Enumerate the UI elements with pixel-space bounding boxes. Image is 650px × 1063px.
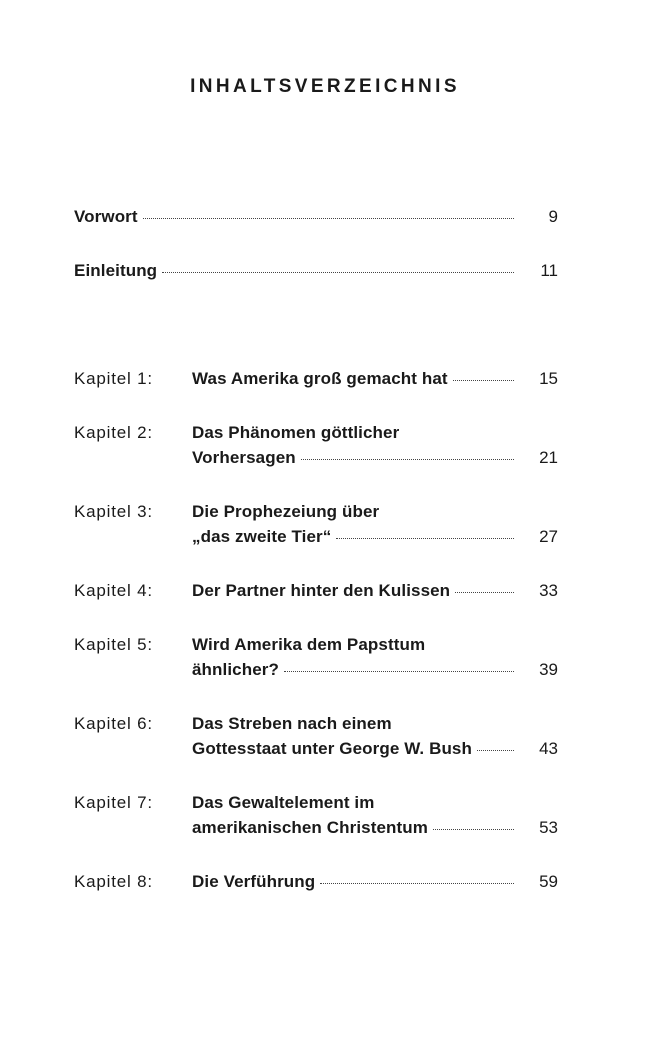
page-number: 15 <box>539 369 558 388</box>
chapter-label: Kapitel 7: <box>74 793 153 812</box>
page-number: 53 <box>539 818 558 837</box>
chapter-title-line-2: Vorhersagen <box>192 448 296 467</box>
page-number: 9 <box>548 207 558 226</box>
toc-entry-chapter-5[interactable] <box>74 632 558 682</box>
dot-leader <box>162 271 514 273</box>
dot-leader <box>301 458 514 460</box>
chapter-title-line-1: Wird Amerika dem Papsttum <box>192 635 426 654</box>
toc-entry-chapter-7[interactable] <box>74 790 558 840</box>
chapter-title-line-2: Gottesstaat unter George W. Bush <box>192 739 472 758</box>
page-number: 59 <box>539 872 558 891</box>
chapter-title-line-1: Die Prophezeiung über <box>192 502 380 521</box>
chapter-label: Kapitel 4: <box>74 581 153 600</box>
chapter-title-line-2: ähnlicher? <box>192 660 279 679</box>
dot-leader <box>455 591 514 593</box>
chapter-title: Was Amerika groß gemacht hat <box>192 369 448 388</box>
page-number: 43 <box>539 739 558 758</box>
entry-title: Vorwort <box>74 207 138 226</box>
page-number: 11 <box>540 261 558 280</box>
dot-leader <box>336 537 514 539</box>
page-number: 21 <box>539 448 558 467</box>
page-number: 39 <box>539 660 558 679</box>
toc-entry-einleitung[interactable] <box>74 258 558 283</box>
chapter-title-line-1: Das Gewaltelement im <box>192 793 375 812</box>
chapter-title: Der Partner hinter den Kulissen <box>192 581 451 600</box>
chapter-label: Kapitel 1: <box>74 369 153 388</box>
chapter-label: Kapitel 2: <box>74 423 153 442</box>
page-number: 27 <box>539 527 558 546</box>
entry-title: Einleitung <box>74 261 158 280</box>
page-number: 33 <box>539 581 558 600</box>
chapter-title-line-2: amerikanischen Christentum <box>192 818 428 837</box>
chapter-label: Kapitel 3: <box>74 502 153 521</box>
toc-title: INHALTSVERZEICHNIS <box>190 76 460 97</box>
toc-entry-chapter-2[interactable] <box>74 420 558 470</box>
chapter-label: Kapitel 6: <box>74 714 153 733</box>
chapter-label: Kapitel 5: <box>74 635 153 654</box>
chapter-label: Kapitel 8: <box>74 872 153 891</box>
chapter-title: Die Verführung <box>192 872 316 891</box>
chapter-title-line-1: Das Phänomen göttlicher <box>192 423 400 442</box>
toc-entry-chapter-3[interactable] <box>74 499 558 549</box>
toc-entry-chapter-4[interactable] <box>74 578 558 603</box>
dot-leader <box>433 828 514 830</box>
dot-leader <box>320 882 514 884</box>
toc-entry-vorwort[interactable] <box>74 204 558 229</box>
dot-leader <box>284 670 514 672</box>
dot-leader <box>477 749 514 751</box>
dot-leader <box>143 217 514 219</box>
dot-leader <box>453 379 514 381</box>
chapter-title-line-1: Das Streben nach einem <box>192 714 392 733</box>
chapter-title-line-2: „das zweite Tier“ <box>192 527 332 546</box>
toc-entry-chapter-6[interactable] <box>74 711 558 761</box>
toc-entry-chapter-8[interactable] <box>74 869 558 894</box>
toc-entry-chapter-1[interactable] <box>74 366 558 391</box>
